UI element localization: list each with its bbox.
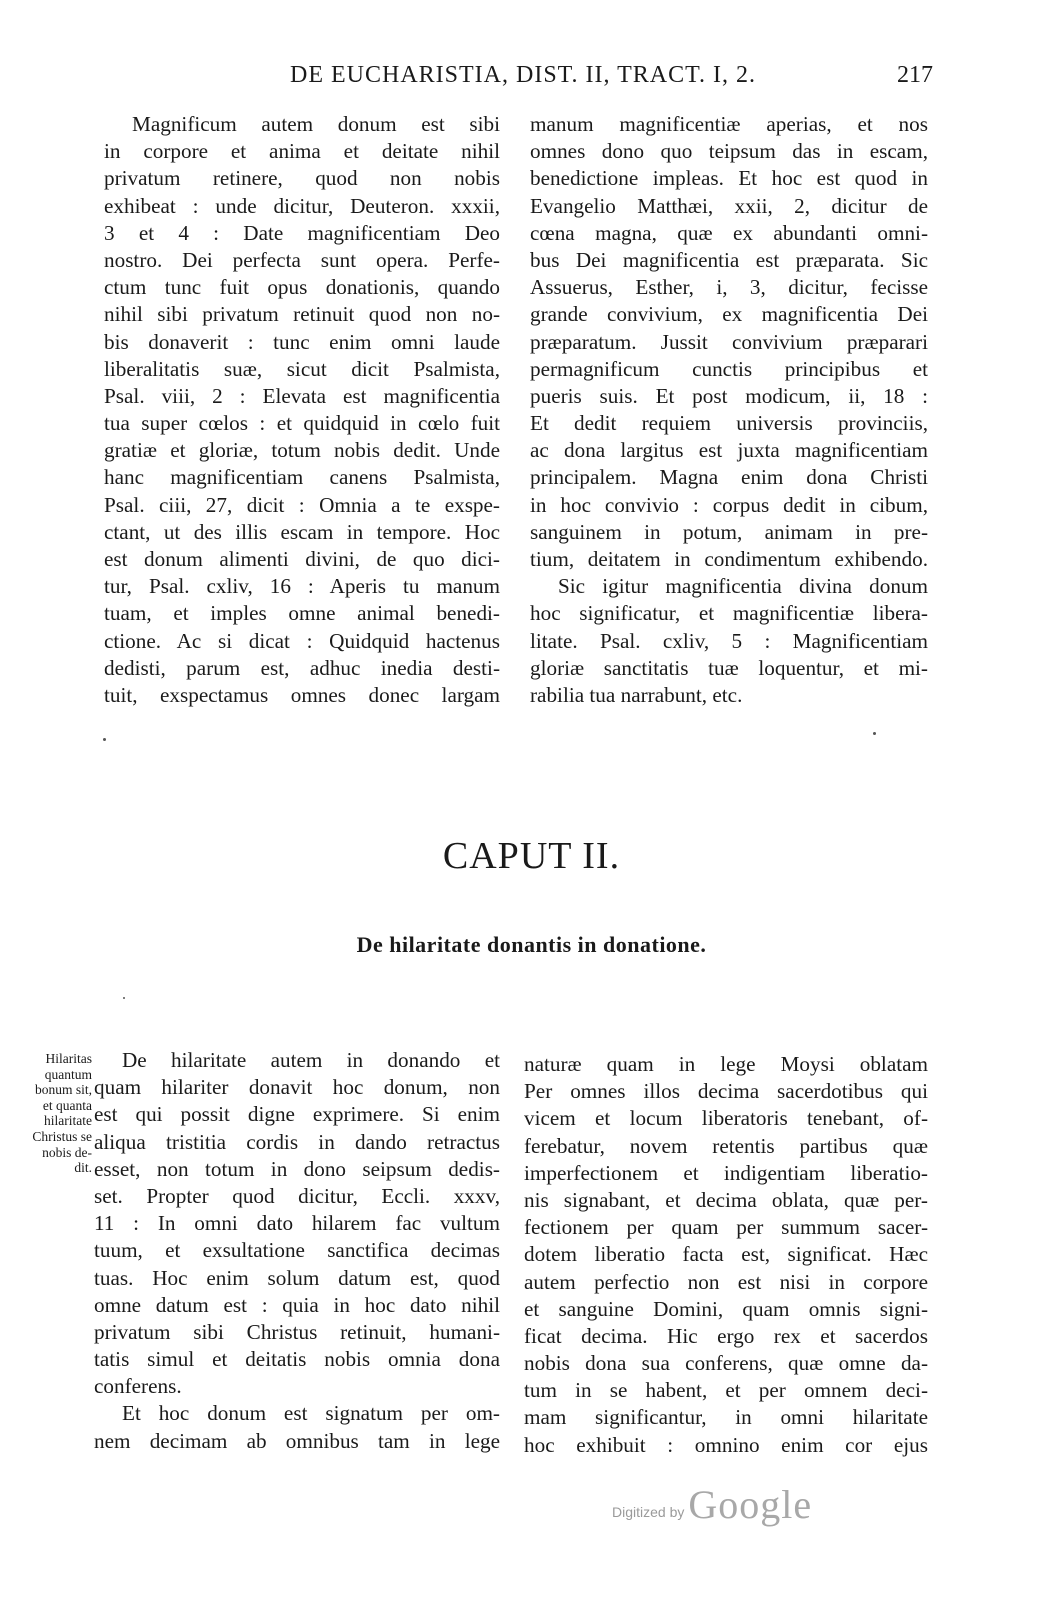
text-line: Sic igitur magnificentia divina donum — [558, 574, 928, 599]
text-line: nis signabant, et decima oblata, quæ per- — [524, 1187, 928, 1212]
text-line: tium, deitatem in condimentum exhibendo. — [530, 547, 928, 571]
text-line: gloriæ sanctitatis tuæ loquentur, et mi- — [530, 655, 928, 680]
text-line: esset, non totum in dono seipsum dedis- — [94, 1156, 500, 1181]
margin-note-line: et quanta — [42, 1097, 92, 1113]
text-line: autem perfectio non est nisi in corpore — [524, 1269, 928, 1294]
text-line: rabilia tua narrabunt, etc. — [530, 682, 743, 707]
text-line: hanc magnificentiam canens Psalmista, — [104, 465, 500, 490]
text-line: litate. Psal. cxliv, 5 : Magnificentiam — [530, 628, 928, 653]
text-line: tuit, exspectamus omnes donec largam — [104, 682, 500, 707]
text-line: Evangelio Matthæi, xxii, 2, dicitur de — [530, 193, 928, 218]
text-line: nihil sibi privatum retinuit quod non no- — [104, 302, 500, 327]
text-line: dotem liberatio facta est, significat. Hæc — [524, 1242, 928, 1267]
print-speck — [123, 997, 125, 999]
text-line: bus Dei magnificentia est præparata. Sic — [530, 247, 928, 272]
print-speck — [873, 732, 876, 735]
digitized-watermark — [612, 1478, 812, 1528]
text-line: mam significantur, in omni hilaritate — [524, 1405, 928, 1430]
running-title: DE EUCHARISTIA, DIST. II, TRACT. I, 2. — [290, 62, 756, 88]
text-line: ficat decima. Hic ergo rex et sacerdos — [524, 1323, 928, 1348]
bottom-left-column — [94, 1047, 500, 1455]
text-line: et sanguine Domini, quam omnis signi- — [524, 1296, 928, 1321]
margin-note-line: bonum sit, — [34, 1082, 92, 1098]
chapter-title: CAPUT II. — [442, 835, 621, 877]
margin-note-line: Hilaritas — [45, 1051, 92, 1066]
text-line: imperfectionem et indigentiam liberatio- — [524, 1160, 928, 1185]
text-line: Assuerus, Esther, i, 3, dicitur, fecisse — [530, 275, 928, 300]
text-line: pueris suis. Et post modicum, ii, 18 : — [530, 383, 928, 408]
text-line: benedictione impleas. Et hoc est quod in — [530, 166, 928, 191]
text-line: ac dona largitus est juxta magnificentiam — [530, 438, 928, 463]
top-right-column — [530, 111, 928, 709]
text-line: 3 et 4 : Date magnificentiam Deo — [104, 220, 500, 245]
margin-note-line: Christus se — [32, 1128, 92, 1144]
text-line: omnes dono quo teipsum das in escam, — [530, 139, 928, 164]
text-line: in hoc convivio : corpus dedit in cibum, — [530, 492, 928, 517]
text-line: nostro. Dei perfecta sunt opera. Perfe- — [104, 247, 500, 272]
text-line: hoc exhibuit : omnino enim cor ejus — [524, 1432, 928, 1457]
text-line: Per omnes illos decima sacerdotibus qui — [524, 1079, 928, 1104]
text-line: liberalitatis suæ, sicut dicit Psalmista, — [104, 356, 500, 381]
margin-note-line: hilaritate — [44, 1113, 92, 1129]
text-line: nem decimam ab omnibus tam in lege — [94, 1428, 500, 1453]
text-line: tatis simul et deitatis nobis omnia dona — [94, 1347, 500, 1372]
text-line: exhibeat : unde dicitur, Deuteron. xxxii, — [104, 193, 500, 218]
margin-note — [12, 1051, 92, 1176]
text-line: ctione. Ac si dicat : Quidquid hactenus — [104, 628, 500, 653]
text-line: est qui possit digne exprimere. Si enim — [94, 1102, 500, 1127]
margin-note-line: dit. — [74, 1160, 92, 1176]
text-line: præparatum. Jussit convivium præparari — [530, 329, 928, 354]
text-line: ctant, ut des illis escam in tempore. Hoc — [104, 519, 500, 544]
text-line: Et hoc donum est signatum per om- — [122, 1401, 500, 1426]
text-line: tuam, et imples omne animal benedi- — [104, 601, 500, 626]
text-line: quam hilariter donavit hoc donum, non — [94, 1075, 500, 1100]
text-line: nobis dona sua conferens, quæ omne da- — [524, 1351, 928, 1376]
text-line: sanguinem in potum, animam in pre- — [530, 519, 928, 544]
text-line: aliqua tristitia cordis in dando retractus — [94, 1129, 500, 1154]
chapter-subtitle: De hilaritate donantis in donatione. — [356, 932, 707, 957]
text-line: Et dedit requiem universis provinciis, — [530, 411, 928, 436]
text-line: hoc significatur, et magnificentiæ libera- — [530, 601, 928, 626]
text-line: grande convivium, ex magnificentia Dei — [530, 302, 928, 327]
watermark-prefix: Digitized by — [612, 1504, 685, 1520]
text-line: gratiæ et gloriæ, totum nobis dedit. Unde — [104, 438, 500, 463]
text-line: est donum alimenti divini, de quo dici- — [104, 547, 500, 571]
text-line: cœna magna, quæ ex abundanti omni- — [530, 220, 928, 245]
text-line: naturæ quam in lege Moysi oblatam — [524, 1052, 928, 1076]
text-line: tuas. Hoc enim solum datum est, quod — [94, 1265, 500, 1290]
text-line: principalem. Magna enim dona Christi — [530, 465, 928, 490]
bottom-right-column — [524, 1051, 928, 1459]
text-line: vicem et locum liberatoris tenebant, of- — [524, 1106, 928, 1131]
text-line: ferebatur, novem retentis partibus quæ — [524, 1133, 928, 1158]
text-line: privatum sibi Christus retinuit, humani- — [94, 1319, 500, 1344]
margin-note-line: nobis de- — [42, 1144, 92, 1160]
text-line: ctum tunc fuit opus donationis, quando — [104, 275, 500, 300]
text-line: tua super cœlos : et quidquid in cœlo fuit — [104, 411, 500, 436]
text-line: bis donaverit : tunc enim omni laude — [104, 329, 500, 354]
text-line: Psal. viii, 2 : Elevata est magnificentia — [104, 383, 500, 408]
running-header — [0, 62, 1063, 96]
page-number: 217 — [897, 62, 933, 88]
text-line: Psal. ciii, 27, dicit : Omnia a te exspe- — [104, 492, 500, 517]
print-speck — [103, 738, 106, 741]
text-line: 11 : In omni dato hilarem fac vultum — [94, 1211, 500, 1236]
text-line: tur, Psal. cxliv, 16 : Aperis tu manum — [104, 574, 500, 599]
text-line: tum in se habent, et per omnem deci- — [524, 1378, 928, 1403]
text-line: De hilaritate autem in donando et — [122, 1048, 500, 1072]
text-line: omne datum est : quia in hoc dato nihil — [94, 1292, 500, 1317]
text-line: Magnificum autem donum est sibi — [132, 112, 500, 136]
text-line: dedisti, parum est, adhuc inedia desti- — [104, 655, 500, 680]
text-line: set. Propter quod dicitur, Eccli. xxxv, — [94, 1183, 500, 1208]
text-line: in corpore et anima et deitate nihil — [104, 139, 500, 164]
text-line: fectionem per quam per summum sacer- — [524, 1215, 928, 1240]
google-logo: Google — [688, 1482, 813, 1527]
text-line: permagnificum cunctis principibus et — [530, 356, 928, 381]
text-line: conferens. — [94, 1374, 182, 1399]
margin-note-line: quantum — [44, 1066, 92, 1082]
text-line: manum magnificentiæ aperias, et nos — [530, 112, 928, 136]
text-line: tuum, et exsultatione sanctifica decimas — [94, 1238, 500, 1263]
top-left-column — [104, 111, 500, 709]
text-line: privatum retinere, quod non nobis — [104, 166, 500, 191]
